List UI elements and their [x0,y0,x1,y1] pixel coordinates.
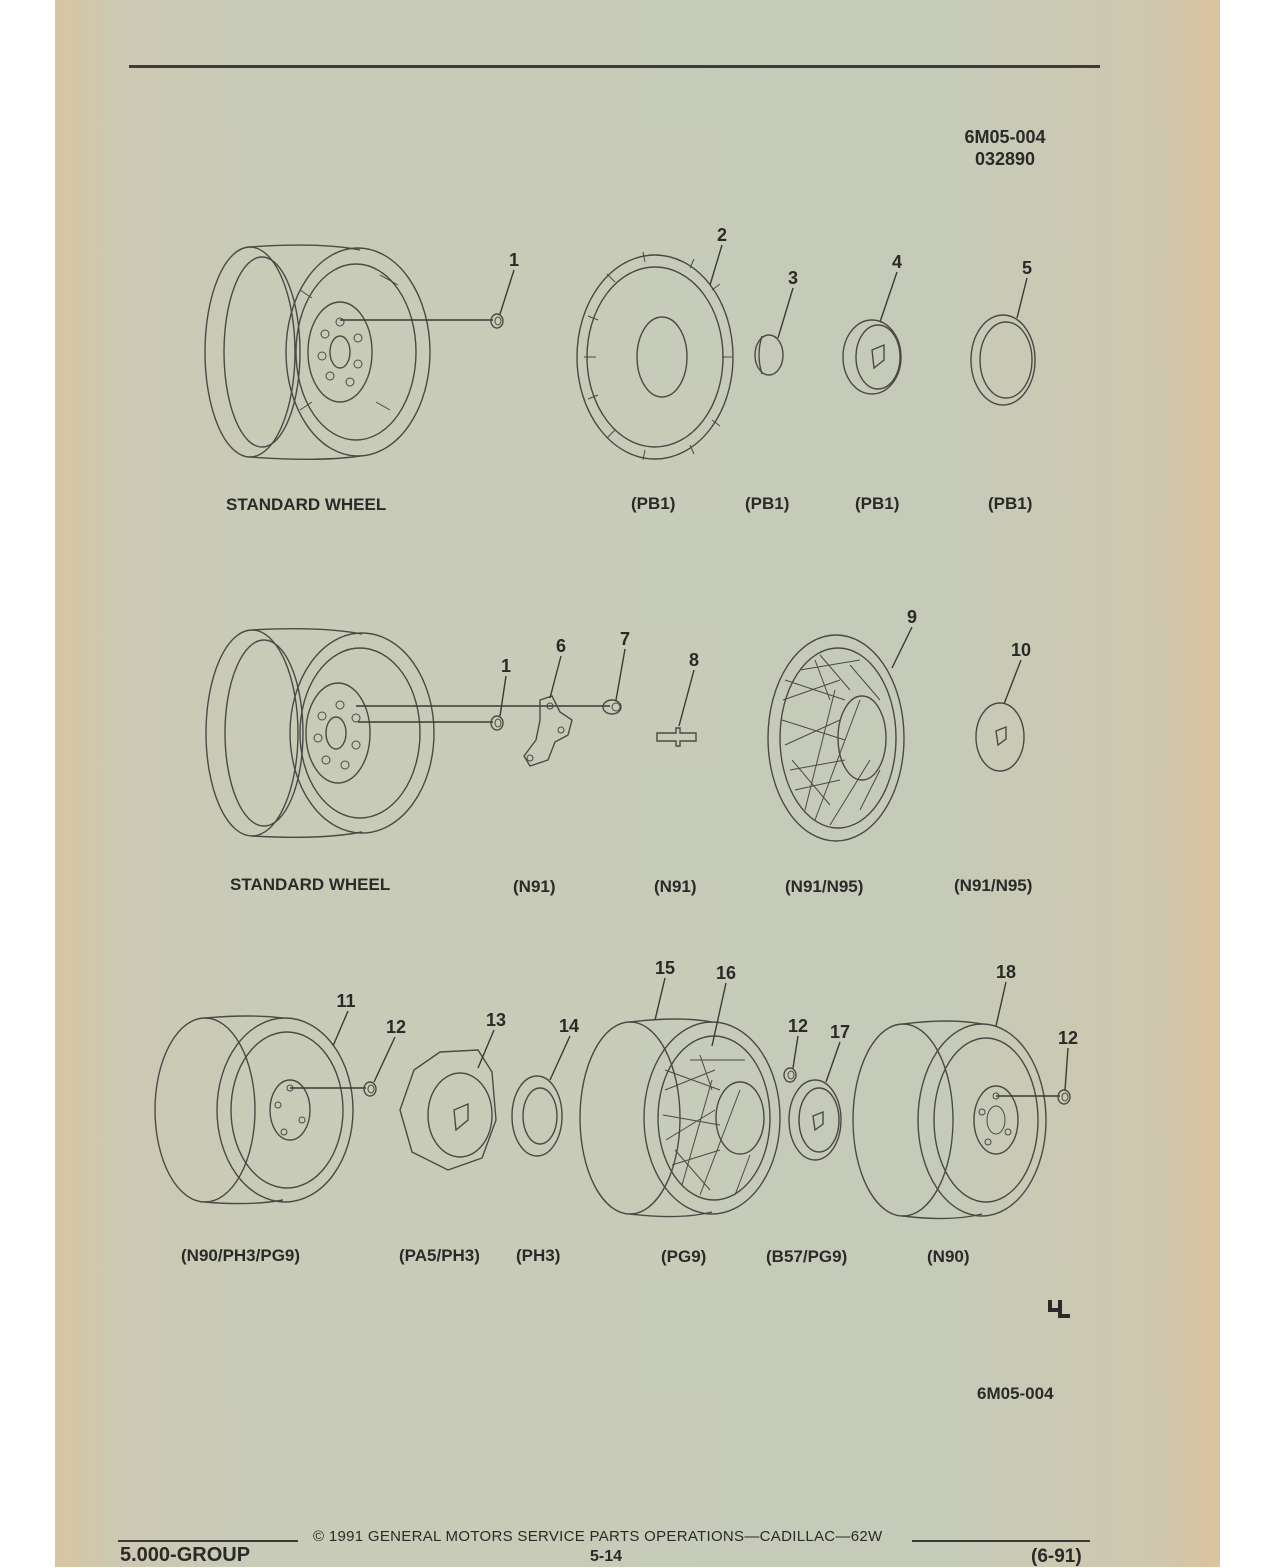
aluminum-wheel-11 [155,1016,353,1204]
standard-wheel-drawing-2 [206,629,434,838]
caption-n91-n95-b: (N91/N95) [954,876,1033,895]
caption-n91-a: (N91) [513,877,556,896]
standard-wheel-drawing-1 [205,245,430,459]
callout-8: 8 [688,650,700,670]
lug-nut-1b [491,716,503,730]
callout-1: 1 [508,250,520,270]
callout-4: 4 [891,252,903,272]
callout-10: 10 [1010,640,1032,660]
callout-12b: 12 [787,1016,809,1036]
wire-wheel-cover-9 [768,635,904,841]
caption-pa5-ph3: (PA5/PH3) [399,1246,480,1265]
nut-7 [603,700,621,714]
callout-7: 7 [619,629,631,649]
center-cap-3 [755,335,783,375]
callout-12a: 12 [385,1017,407,1037]
center-cap-10 [976,703,1024,771]
bottom-drawing-code: 6M05-004 [977,1384,1054,1403]
trim-ring-5 [971,315,1035,405]
center-cap-14 [512,1076,562,1156]
caption-pg9: (PG9) [661,1247,707,1266]
center-cap-emblem-4 [843,320,901,394]
lug-nut-12b [784,1068,796,1082]
callout-16: 16 [715,963,737,983]
center-cap-17 [789,1080,841,1160]
callout-11: 11 [336,991,356,1011]
caption-n90: (N90) [927,1247,970,1266]
footer-rule-left [118,1540,298,1542]
bolt-8 [657,728,696,746]
footer-edition: (6-91) [1031,1546,1082,1567]
footer-page-number: 5-14 [590,1548,623,1565]
wire-wheel-15-16 [580,1019,780,1217]
caption-n91-b: (N91) [654,877,697,896]
footer-copyright: © 1991 GENERAL MOTORS SERVICE PARTS OPERATIONS—CADILLAC—62W [313,1528,883,1545]
callout-2: 2 [716,225,728,245]
callout-13: 13 [485,1010,507,1030]
revision-mark-icon [1050,1300,1070,1316]
caption-standard-wheel-1: STANDARD WHEEL [226,495,387,514]
caption-ph3: (PH3) [516,1246,561,1265]
callout-1b: 1 [500,656,512,676]
aluminum-wheel-18 [853,1021,1046,1219]
caption-n90-ph3-pg9: (N90/PH3/PG9) [181,1246,301,1265]
lug-nut-12a [364,1082,376,1096]
caption-n91-n95-a: (N91/N95) [785,877,864,896]
wheel-cover-pb1 [577,252,733,460]
date-code: 032890 [974,149,1036,169]
drawing-code: 6M05-004 [964,127,1046,147]
lug-nut-1 [491,314,503,328]
caption-pb1-d: (PB1) [988,494,1033,513]
center-cap-13 [400,1050,496,1170]
caption-pb1-a: (PB1) [631,494,676,513]
callout-18: 18 [995,962,1017,982]
callout-3: 3 [787,268,799,288]
caption-b57-pg9: (B57/PG9) [766,1247,848,1266]
callout-5: 5 [1021,258,1033,278]
footer-rule-right [912,1540,1090,1542]
caption-pb1-c: (PB1) [855,494,900,513]
lug-nut-12c [1058,1090,1070,1104]
footer-group: 5.000-GROUP [120,1544,251,1566]
caption-standard-wheel-2: STANDARD WHEEL [230,875,391,894]
callout-6: 6 [555,636,567,656]
callout-12c: 12 [1057,1028,1079,1048]
callout-15: 15 [654,958,676,978]
callout-14: 14 [558,1016,580,1036]
caption-pb1-b: (PB1) [745,494,790,513]
callout-17: 17 [829,1022,851,1042]
callout-9: 9 [906,607,918,627]
